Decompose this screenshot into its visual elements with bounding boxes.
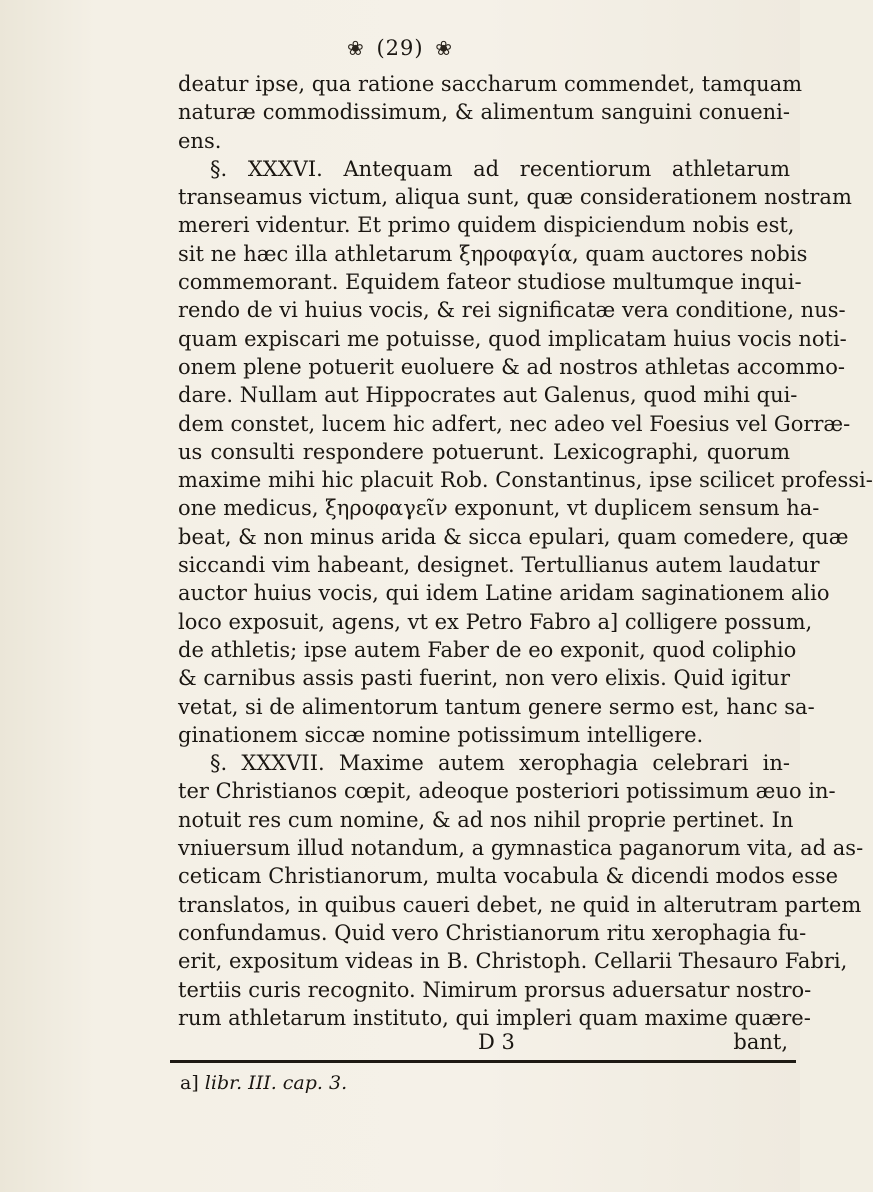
text-line: translatos, in quibus caueri debet, ne quid in alterutram partem [178,892,862,917]
text-line: & carnibus assis pasti fuerint, non vero elixis. Quid igitur [178,666,790,691]
text-line: vetat, si de alimentorum tantum genere sermo est, hanc sa- [178,694,815,719]
text-line: ens. [178,128,222,153]
text-line: rendo de vi huius vocis, & rei significatæ vera conditione, nus- [178,298,846,323]
ornament-right-icon: ❀ [435,35,453,60]
ornament-left-icon: ❀ [346,35,365,60]
text-line: quam expiscari me potuisse, quod implicatam huius vocis noti- [178,326,847,351]
text-line: ter Christianos cœpit, adeoque posteriori potissimum æuo in- [178,779,836,804]
text-line: auctor huius vocis, qui idem Latine aridam saginationem alio [178,581,830,606]
page-header [0,34,800,60]
footnote-marker: a] [180,1072,199,1094]
text-line: dem constet, lucem hic adfert, nec adeo vel Foesius vel Gorræ- [178,411,851,436]
text-line: notuit res cum nomine, & ad nos nihil proprie pertinet. In [178,807,794,832]
text-line: sit ne hæc illa athletarum ξηροφαγία, quam auctores nobis [178,241,808,266]
text-line: de athletis; ipse autem Faber de eo exponit, quod coliphio [178,637,797,662]
page-number: (29) [376,35,424,60]
text-line: one medicus, ξηροφαγεῖν exponunt, vt duplicem sensum ha- [178,496,820,521]
text-line: maxime mihi hic placuit Rob. Constantinus, ipse scilicet professi- [178,468,873,493]
text-line: deatur ipse, qua ratione saccharum commendet, tamquam [178,72,803,96]
text-line: mereri videntur. Et primo quidem dispiciendum nobis est, [178,213,795,238]
text-line: us consulti respondere potuerunt. Lexicographi, quorum [178,439,790,464]
text-line: siccandi vim habeant, designet. Tertullianus autem laudatur [178,553,820,578]
text-line: erit, expositum videas in B. Christoph. Cellarii Thesauro Fabri, [178,949,848,974]
footnote-rule [170,1060,796,1063]
footnote-text: libr. III. cap. 3. [204,1072,348,1094]
section-heading-line: §. XXXVII. Maxime autem xerophagia celebrari in- [210,751,790,776]
footnote [180,1070,347,1096]
text-line: confundamus. Quid vero Christianorum ritu xerophagia fu- [178,920,807,945]
section-heading-line: §. XXXVI. Antequam ad recentiorum athletarum [210,156,790,181]
text-line: ceticam Christianorum, multa vocabula & dicendi modos esse [178,864,839,889]
text-line: loco exposuit, agens, vt ex Petro Fabro a] colligere possum, [178,609,813,634]
text-line: beat, & non minus arida & sicca epulari, quam comedere, quæ [178,524,849,549]
text-line: onem plene potuerit euoluere & ad nostros athletas accommo- [178,354,845,379]
main-text-block [178,70,873,1032]
text-line: dare. Nullam aut Hippocrates aut Galenus, quod mihi qui- [178,383,798,408]
text-line: naturæ commodissimum, & alimentum sanguini conueni- [178,100,790,125]
signature-mark: D 3 [478,1030,515,1054]
catchword: bant, [733,1030,788,1054]
text-line: vniuersum illud notandum, a gymnastica paganorum vita, ad as- [178,836,864,861]
text-line: rum athletarum instituto, qui impleri quam maxime quære- [178,1005,811,1030]
text-line: tertiis curis recognito. Nimirum prorsus aduersatur nostro- [178,977,812,1002]
text-line: transeamus victum, aliqua sunt, quæ considerationem nostram [178,185,852,210]
text-line: ginationem siccæ nomine potissimum intelligere. [178,722,704,747]
text-line: commemorant. Equidem fateor studiose multumque inqui- [178,270,802,295]
signature-line [178,1030,788,1054]
